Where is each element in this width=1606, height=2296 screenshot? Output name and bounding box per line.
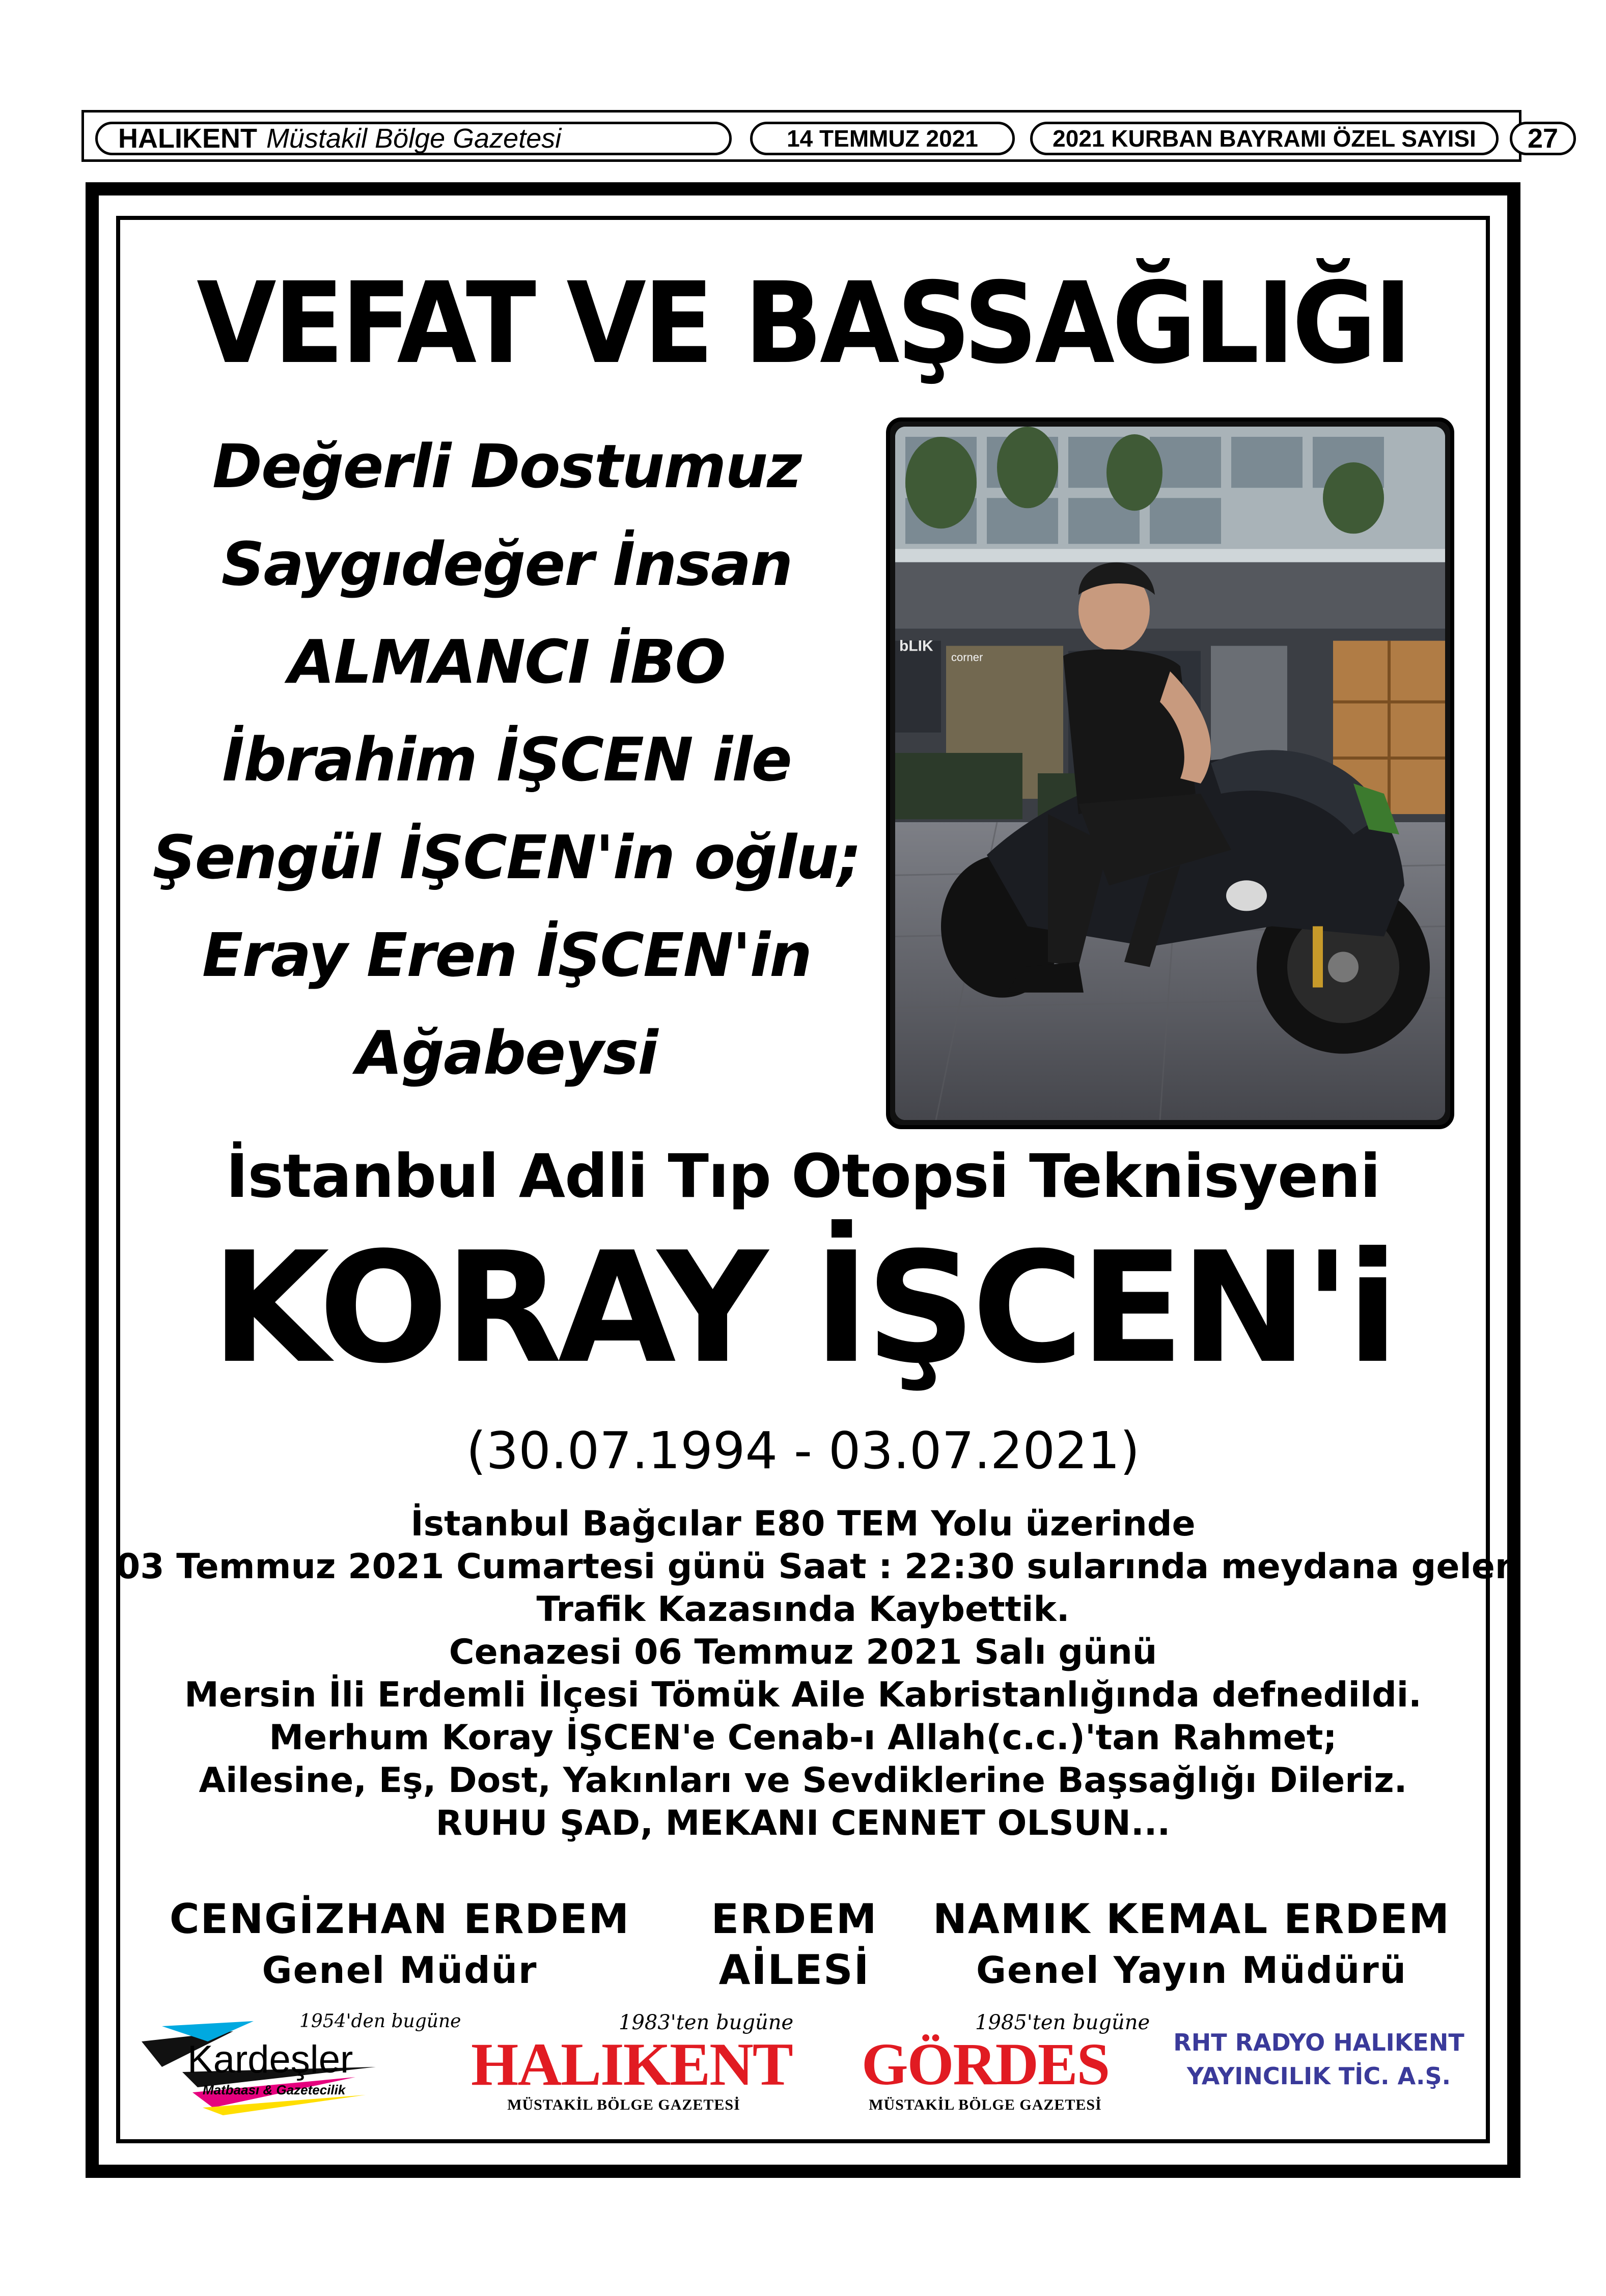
signature-name: CENGİZHAN ERDEM [169, 1895, 630, 1943]
body-line: RUHU ŞAD, MEKANI CENNET OLSUN... [435, 1803, 1171, 1843]
notice-title: VEFAT VE BAŞSAĞLIĞI [197, 258, 1409, 388]
signature-title: Genel Müdür [262, 1949, 538, 1992]
notice-intro [132, 417, 881, 1102]
signature-title: Genel Yayın Müdürü [976, 1949, 1407, 1992]
photo-store-label: corner [951, 651, 983, 664]
life-dates: (30.07.1994 - 03.07.2021) [466, 1421, 1140, 1480]
kardesler-name: Kardeşler [187, 2038, 353, 2081]
intro-line: Değerli Dostumuz [212, 431, 801, 501]
deceased-photo [886, 417, 1454, 1129]
photo-shop-sign: bLIK [899, 637, 933, 655]
signature-family [677, 1894, 911, 1996]
kardesler-since: 1954'den bugüne [299, 2011, 461, 2032]
intro-line: ALMANCI İBO [288, 627, 725, 697]
body-line: Trafik Kazasında Kaybettik. [536, 1589, 1070, 1630]
signature-editor-in-chief [932, 1894, 1451, 1996]
notice-body [116, 1503, 1520, 1845]
intro-line: Eray Eren İŞCEN'in [202, 920, 812, 990]
header-brand-subtitle: Müstakil Bölge Gazetesi [266, 123, 562, 154]
header-date: 14 TEMMUZ 2021 [750, 122, 1015, 155]
page-number: 27 [1510, 122, 1576, 155]
gordes-logo [838, 2011, 1150, 2118]
halikent-subtitle: MÜSTAKİL BÖLGE GAZETESİ [507, 2096, 740, 2113]
body-line: İstanbul Bağcılar E80 TEM Yolu üzerinde [410, 1504, 1196, 1544]
intro-line: Saygıdeğer İnsan [221, 529, 792, 599]
signature-name: NAMIK KEMAL ERDEM [933, 1895, 1450, 1943]
kardesler-logo [131, 2011, 461, 2118]
intro-line: Ağabeysi [356, 1018, 657, 1088]
halikent-name: HALIKENT [471, 2030, 792, 2098]
rht-line1: RHT RADYO HALIKENT [1173, 2029, 1464, 2056]
header-brand [95, 122, 732, 155]
intro-line: İbrahim İŞCEN ile [222, 724, 791, 795]
kardesler-subtitle: Matbaası & Gazetecilik [203, 2082, 346, 2097]
gordes-subtitle: MÜSTAKİL BÖLGE GAZETESİ [869, 2096, 1102, 2113]
signature-general-manager [158, 1894, 642, 1996]
halikent-since: 1983'ten bugüne [619, 2011, 794, 2034]
body-line: Ailesine, Eş, Dost, Yakınları ve Sevdiklerine Başsağlığı Dileriz. [199, 1760, 1407, 1801]
rht-radio-logo [1171, 2011, 1466, 2118]
body-line: Merhum Koray İŞCEN'e Cenab-ı Allah(c.c.)'tan Rahmet; [269, 1718, 1337, 1758]
halikent-logo [471, 2011, 794, 2118]
gordes-since: 1985'ten bugüne [975, 2011, 1150, 2034]
signature-name: AİLESİ [718, 1946, 870, 1994]
rht-line2: YAYINCILIK TİC. A.Ş. [1186, 2062, 1451, 2090]
deceased-profession: İstanbul Adli Tıp Otopsi Teknisyeni [226, 1141, 1380, 1211]
body-line: 03 Temmuz 2021 Cumartesi günü Saat : 22:30 sularında meydana gelen [116, 1547, 1520, 1587]
header-issue: 2021 KURBAN BAYRAMI ÖZEL SAYISI [1030, 122, 1499, 155]
intro-line: Şengül İŞCEN'in oğlu; [152, 822, 861, 892]
signature-name: ERDEM [711, 1895, 878, 1943]
gordes-name: GÖRDES [861, 2031, 1110, 2097]
newspaper-header [81, 110, 1559, 162]
body-line: Cenazesi 06 Temmuz 2021 Salı günü [449, 1632, 1157, 1672]
deceased-name: KORAY İŞCEN'i [211, 1219, 1395, 1397]
body-line: Mersin İli Erdemli İlçesi Tömük Aile Kabristanlığında defnedildi. [184, 1675, 1422, 1715]
header-brand-name: HALIKENT [118, 123, 257, 154]
photo-illustration [895, 427, 1445, 1120]
